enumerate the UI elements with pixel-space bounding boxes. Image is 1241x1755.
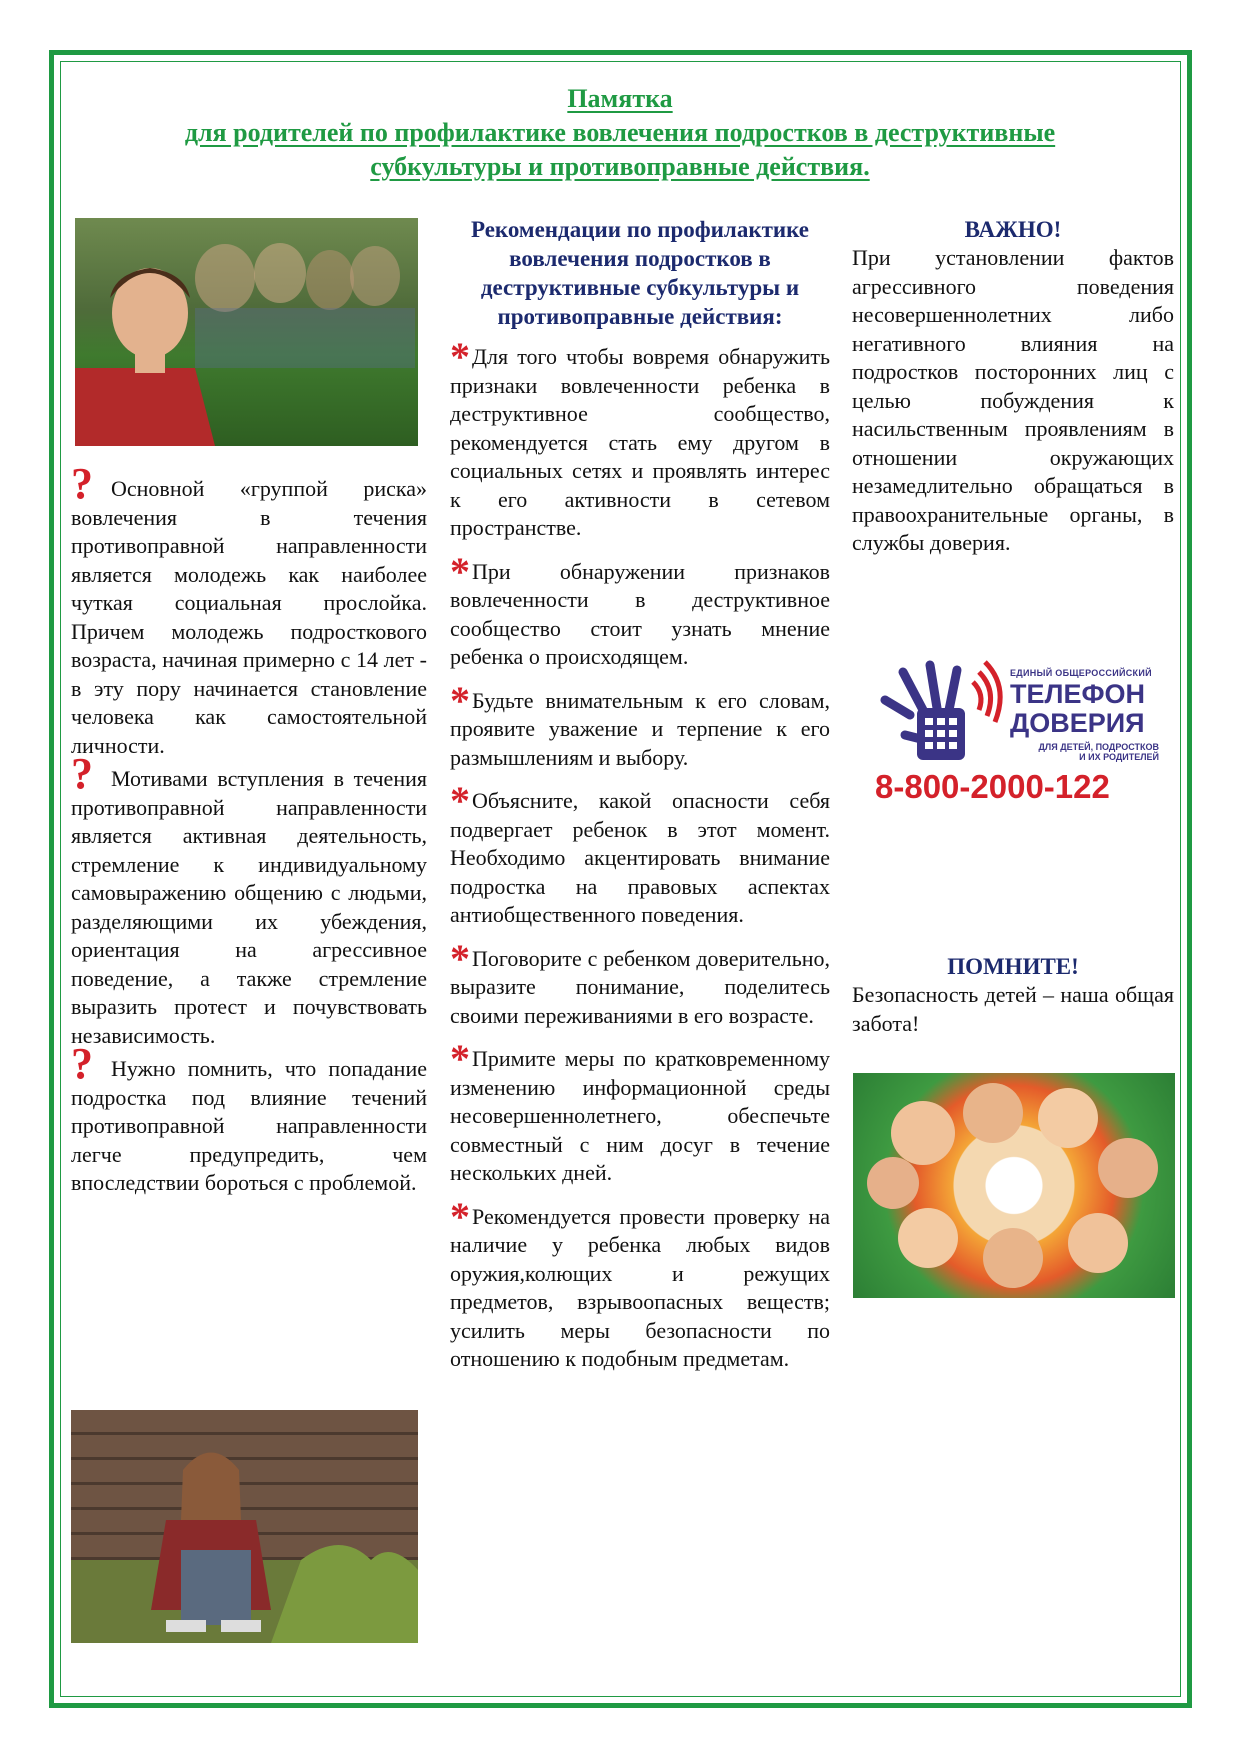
asterisk-icon: * xyxy=(450,334,470,379)
document-title xyxy=(90,82,1150,184)
recommendation-item: *Поговорите с ребенком доверительно, выразите понимание, поделитесь своими переживаниями в его возрасте. xyxy=(450,935,830,1028)
asterisk-icon: * xyxy=(450,677,470,723)
hotline-name: ТЕЛЕФОН ДОВЕРИЯ xyxy=(1010,679,1145,738)
left-paragraph-1: ? Основной «группой риска» вовлечения в течения противоправной направленности является молодежь как наиболее чуткая социальная прослойка. Причем молодежь подросткового возраста, начиная примерно с 14 лет - в эту пору начинается становление человека как самостоятельной личности. xyxy=(71,459,427,758)
asterisk-icon: * xyxy=(450,548,470,594)
hand-phone-icon xyxy=(875,660,1010,765)
recommendation-item: *Примите меры по кратковременному изменению информационной среды несовершеннолетнего, обеспечьте совместный с ним досуг в течение нескольких дней. xyxy=(450,1036,830,1185)
recommendation-item: *При обнаружении признаков вовлеченности в деструктивное сообщество стоит узнать мнение ребенка о происходящем. xyxy=(450,548,830,669)
hotline-phone-number: 8-800-2000-122 xyxy=(875,768,1110,805)
question-mark-icon: ? xyxy=(71,749,93,798)
recommendation-item: *Рекомендуется провести проверку на наличие у ребенка любых видов оружия,колющих и режущих предметов, взрывоопасных веществ; усилить меры безопасности по отношению к подобным предметам. xyxy=(450,1193,830,1371)
title-line-3: субкультуры и противоправные действия. xyxy=(370,152,870,181)
asterisk-icon: * xyxy=(450,778,470,823)
remember-heading: ПОМНИТЕ! xyxy=(947,954,1079,979)
title-line-2: для родителей по профилактике вовлечения подростков в деструктивные xyxy=(184,118,1056,147)
left-column xyxy=(71,459,427,1198)
hotline-audience: ДЛЯ ДЕТЕЙ, ПОДРОСТКОВ И ИХ РОДИТЕЛЕЙ xyxy=(1038,742,1159,762)
question-mark-icon: ? xyxy=(71,1039,93,1088)
right-column xyxy=(852,215,1174,558)
recommendation-item: *Объясните, какой опасности себя подвергает ребенок в этот момент. Необходимо акцентировать внимание подростка на правовых аспектах антиобщественного поведения. xyxy=(450,778,830,927)
asterisk-icon: * xyxy=(450,1193,470,1239)
left-paragraph-3: ? Нужно помнить, что попадание подростка под влияние течений противоправной направленности легче предупредить, чем впоследствии бороться с проблемой. xyxy=(71,1039,427,1195)
middle-column xyxy=(450,215,830,1389)
remember-block xyxy=(852,952,1174,1038)
asterisk-icon: * xyxy=(450,1036,470,1081)
recommendation-item: *Для того чтобы вовремя обнаружить признаки вовлеченности ребенка в деструктивное сообщество, рекомендуется стать ему другом в социальных сетях и проявлять интерес к его активности в сетевом пространстве. xyxy=(450,334,830,540)
remember-text: Безопасность детей – наша общая забота! xyxy=(852,982,1174,1036)
recommendation-item: *Будьте внимательным к его словам, проявите уважение и терпение к его размышлениям и выбору. xyxy=(450,677,830,770)
photo-group-of-teens xyxy=(853,1073,1175,1298)
title-line-1: Памятка xyxy=(567,84,673,113)
important-text: При установлении фактов агрессивного поведения несовершеннолетних либо негативного влияния на подростков посторонних лиц с целью побуждения к насильственным проявлениям в отношении окружающих незамедлительно обращаться в правоохранительные органы, в службы доверия. xyxy=(852,245,1174,555)
important-heading: ВАЖНО! xyxy=(964,217,1062,242)
photo-sad-teen-sitting xyxy=(71,1410,418,1643)
hotline-logo xyxy=(875,660,1165,810)
left-paragraph-2: ? Мотивами вступления в течения противоправной направленности является активная деятельность, стремление к индивидуальному самовыражению общению с людьми, разделяющими их убеждения, ориентация на агрессивное поведение, а также стремление выразить протест и почувствовать независимость. xyxy=(71,749,427,1048)
hotline-caption: ЕДИНЫЙ ОБЩЕРОССИЙСКИЙ xyxy=(1010,668,1152,678)
question-mark-icon: ? xyxy=(71,459,93,508)
photo-teen-with-friends xyxy=(75,218,418,446)
asterisk-icon: * xyxy=(450,935,470,981)
recommendations-heading: Рекомендации по профилактике вовлечения подростков в деструктивные субкультуры и противоправные действия: xyxy=(470,217,810,329)
